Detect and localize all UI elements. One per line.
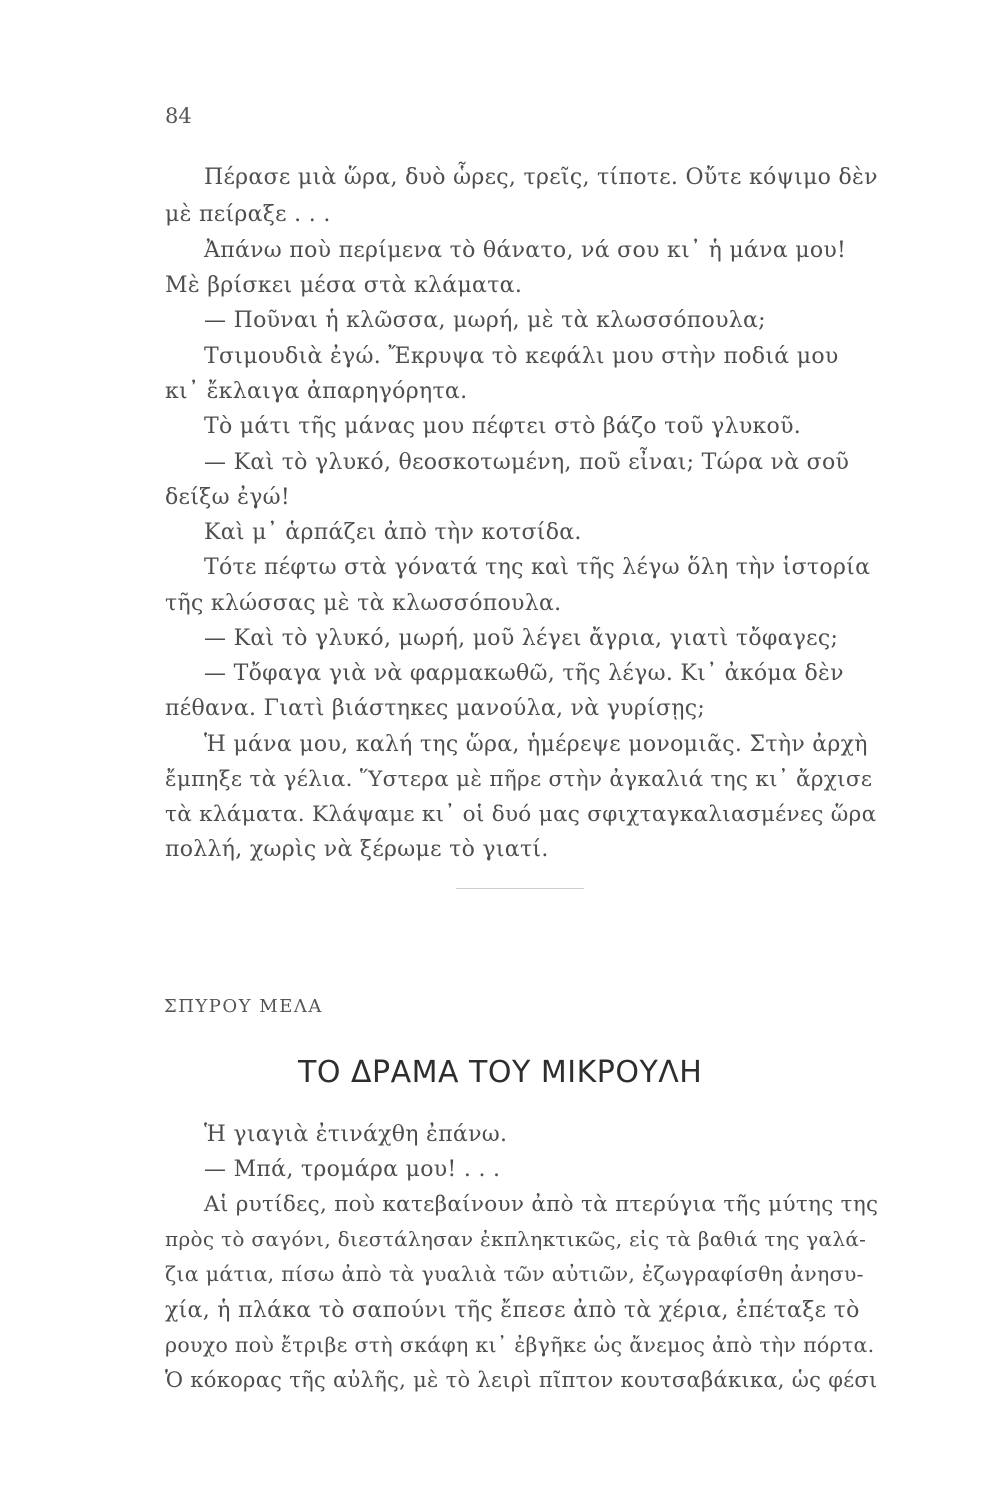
text-line: — Καὶ τὸ γλυκό, μωρή, μοῦ λέγει ἄγρια, γιατὶ τὄφαγες; — [204, 626, 839, 651]
text-line: — Ποῦναι ἡ κλῶσσα, μωρή, μὲ τὰ κλωσσόπουλα; — [204, 308, 766, 333]
page-number: 84 — [165, 104, 192, 128]
story-title: ΤΟ ΔΡΑΜΑ ΤΟΥ ΜΙΚΡΟΥΛΗ — [298, 1055, 703, 1090]
text-line: Πέρασε μιὰ ὥρα, δυὸ ὧρες, τρεῖς, τίποτε. Οὔτε κόψιμο δὲν — [204, 165, 878, 190]
text-line: — Μπά, τρομάρα μου! . . . — [204, 1157, 501, 1182]
text-line: Ὁ κόκορας τῆς αὐλῆς, μὲ τὸ λειρὶ πῖπτον κουτσαβάκικα, ὡς φέσι — [165, 1368, 878, 1392]
text-line: Μὲ βρίσκει μέσα στὰ κλάματα. — [165, 273, 523, 298]
text-line: πολλή, χωρὶς νὰ ξέρωμε τὸ γιατί. — [165, 837, 549, 862]
section-divider — [456, 888, 584, 889]
text-line: πρὸς τὸ σαγόνι, διεστάλησαν ἐκπληκτικῶς, εἰς τὰ βαθιά της γαλά- — [165, 1227, 867, 1251]
text-line: τῆς κλώσσας μὲ τὰ κλωσσόπουλα. — [165, 591, 562, 616]
text-line: κι᾿ ἔκλαιγα ἀπαρηγόρητα. — [165, 379, 468, 404]
text-line: Τότε πέφτω στὰ γόνατά της καὶ τῆς λέγω ὅλη τὴν ἱστορία — [204, 555, 871, 580]
text-line: ἔμπηξε τὰ γέλια. Ὕστερα μὲ πῆρε στὴν ἀγκαλιά της κι᾿ ἄρχισε — [165, 767, 873, 792]
text-line: τὰ κλάματα. Κλάψαμε κι᾿ οἱ δυό μας σφιχταγκαλιασμένες ὥρα — [165, 802, 877, 827]
text-line: Αἱ ρυτίδες, ποὺ κατεβαίνουν ἀπὸ τὰ πτερύγια τῆς μύτης της — [204, 1192, 879, 1217]
text-line: χία, ἡ πλάκα τὸ σαπούνι τῆς ἔπεσε ἀπὸ τὰ χέρια, ἐπέταξε τὸ — [165, 1298, 860, 1323]
text-line: ρουχο ποὺ ἔτριβε στὴ σκάφη κι᾿ ἐβγῆκε ὡς ἄνεμος ἀπὸ τὴν πόρτα. — [165, 1333, 875, 1357]
author-name: ΣΠΥΡΟΥ ΜΕΛΑ — [164, 996, 323, 1017]
text-line: Ἡ μάνα μου, καλή της ὥρα, ἡμέρεψε μονομιᾶς. Στὴν ἀρχὴ — [204, 732, 868, 757]
text-line: — Τὄφαγα γιὰ νὰ φαρμακωθῶ, τῆς λέγω. Κι᾿ ἀκόμα δὲν — [204, 661, 844, 686]
text-line: Ἡ γιαγιὰ ἐτινάχθη ἐπάνω. — [204, 1122, 508, 1147]
text-line: Καὶ μ᾿ ἁρπάζει ἀπὸ τὴν κοτσίδα. — [204, 520, 582, 545]
text-line: Τὸ μάτι τῆς μάνας μου πέφτει στὸ βάζο τοῦ γλυκοῦ. — [204, 414, 802, 439]
text-line: Τσιμουδιὰ ἐγώ. Ἔκρυψα τὸ κεφάλι μου στὴν ποδιά μου — [204, 344, 839, 369]
text-line: — Καὶ τὸ γλυκό, θεοσκοτωμένη, ποῦ εἶναι; Τώρα νὰ σοῦ — [204, 450, 850, 475]
text-line: πέθανα. Γιατὶ βιάστηκες μανούλα, νὰ γυρίσῃς; — [165, 696, 706, 721]
text-line: μὲ πείραξε . . . — [165, 202, 331, 227]
text-line: ζια μάτια, πίσω ἀπὸ τὰ γυαλιὰ τῶν αὐτιῶν, ἐζωγραφίσθη ἀνησυ- — [165, 1262, 864, 1286]
text-line: Ἀπάνω ποὺ περίμενα τὸ θάνατο, νά σου κι᾿ ἡ μάνα μου! — [204, 238, 847, 263]
text-line: δείξω ἐγώ! — [165, 485, 291, 510]
